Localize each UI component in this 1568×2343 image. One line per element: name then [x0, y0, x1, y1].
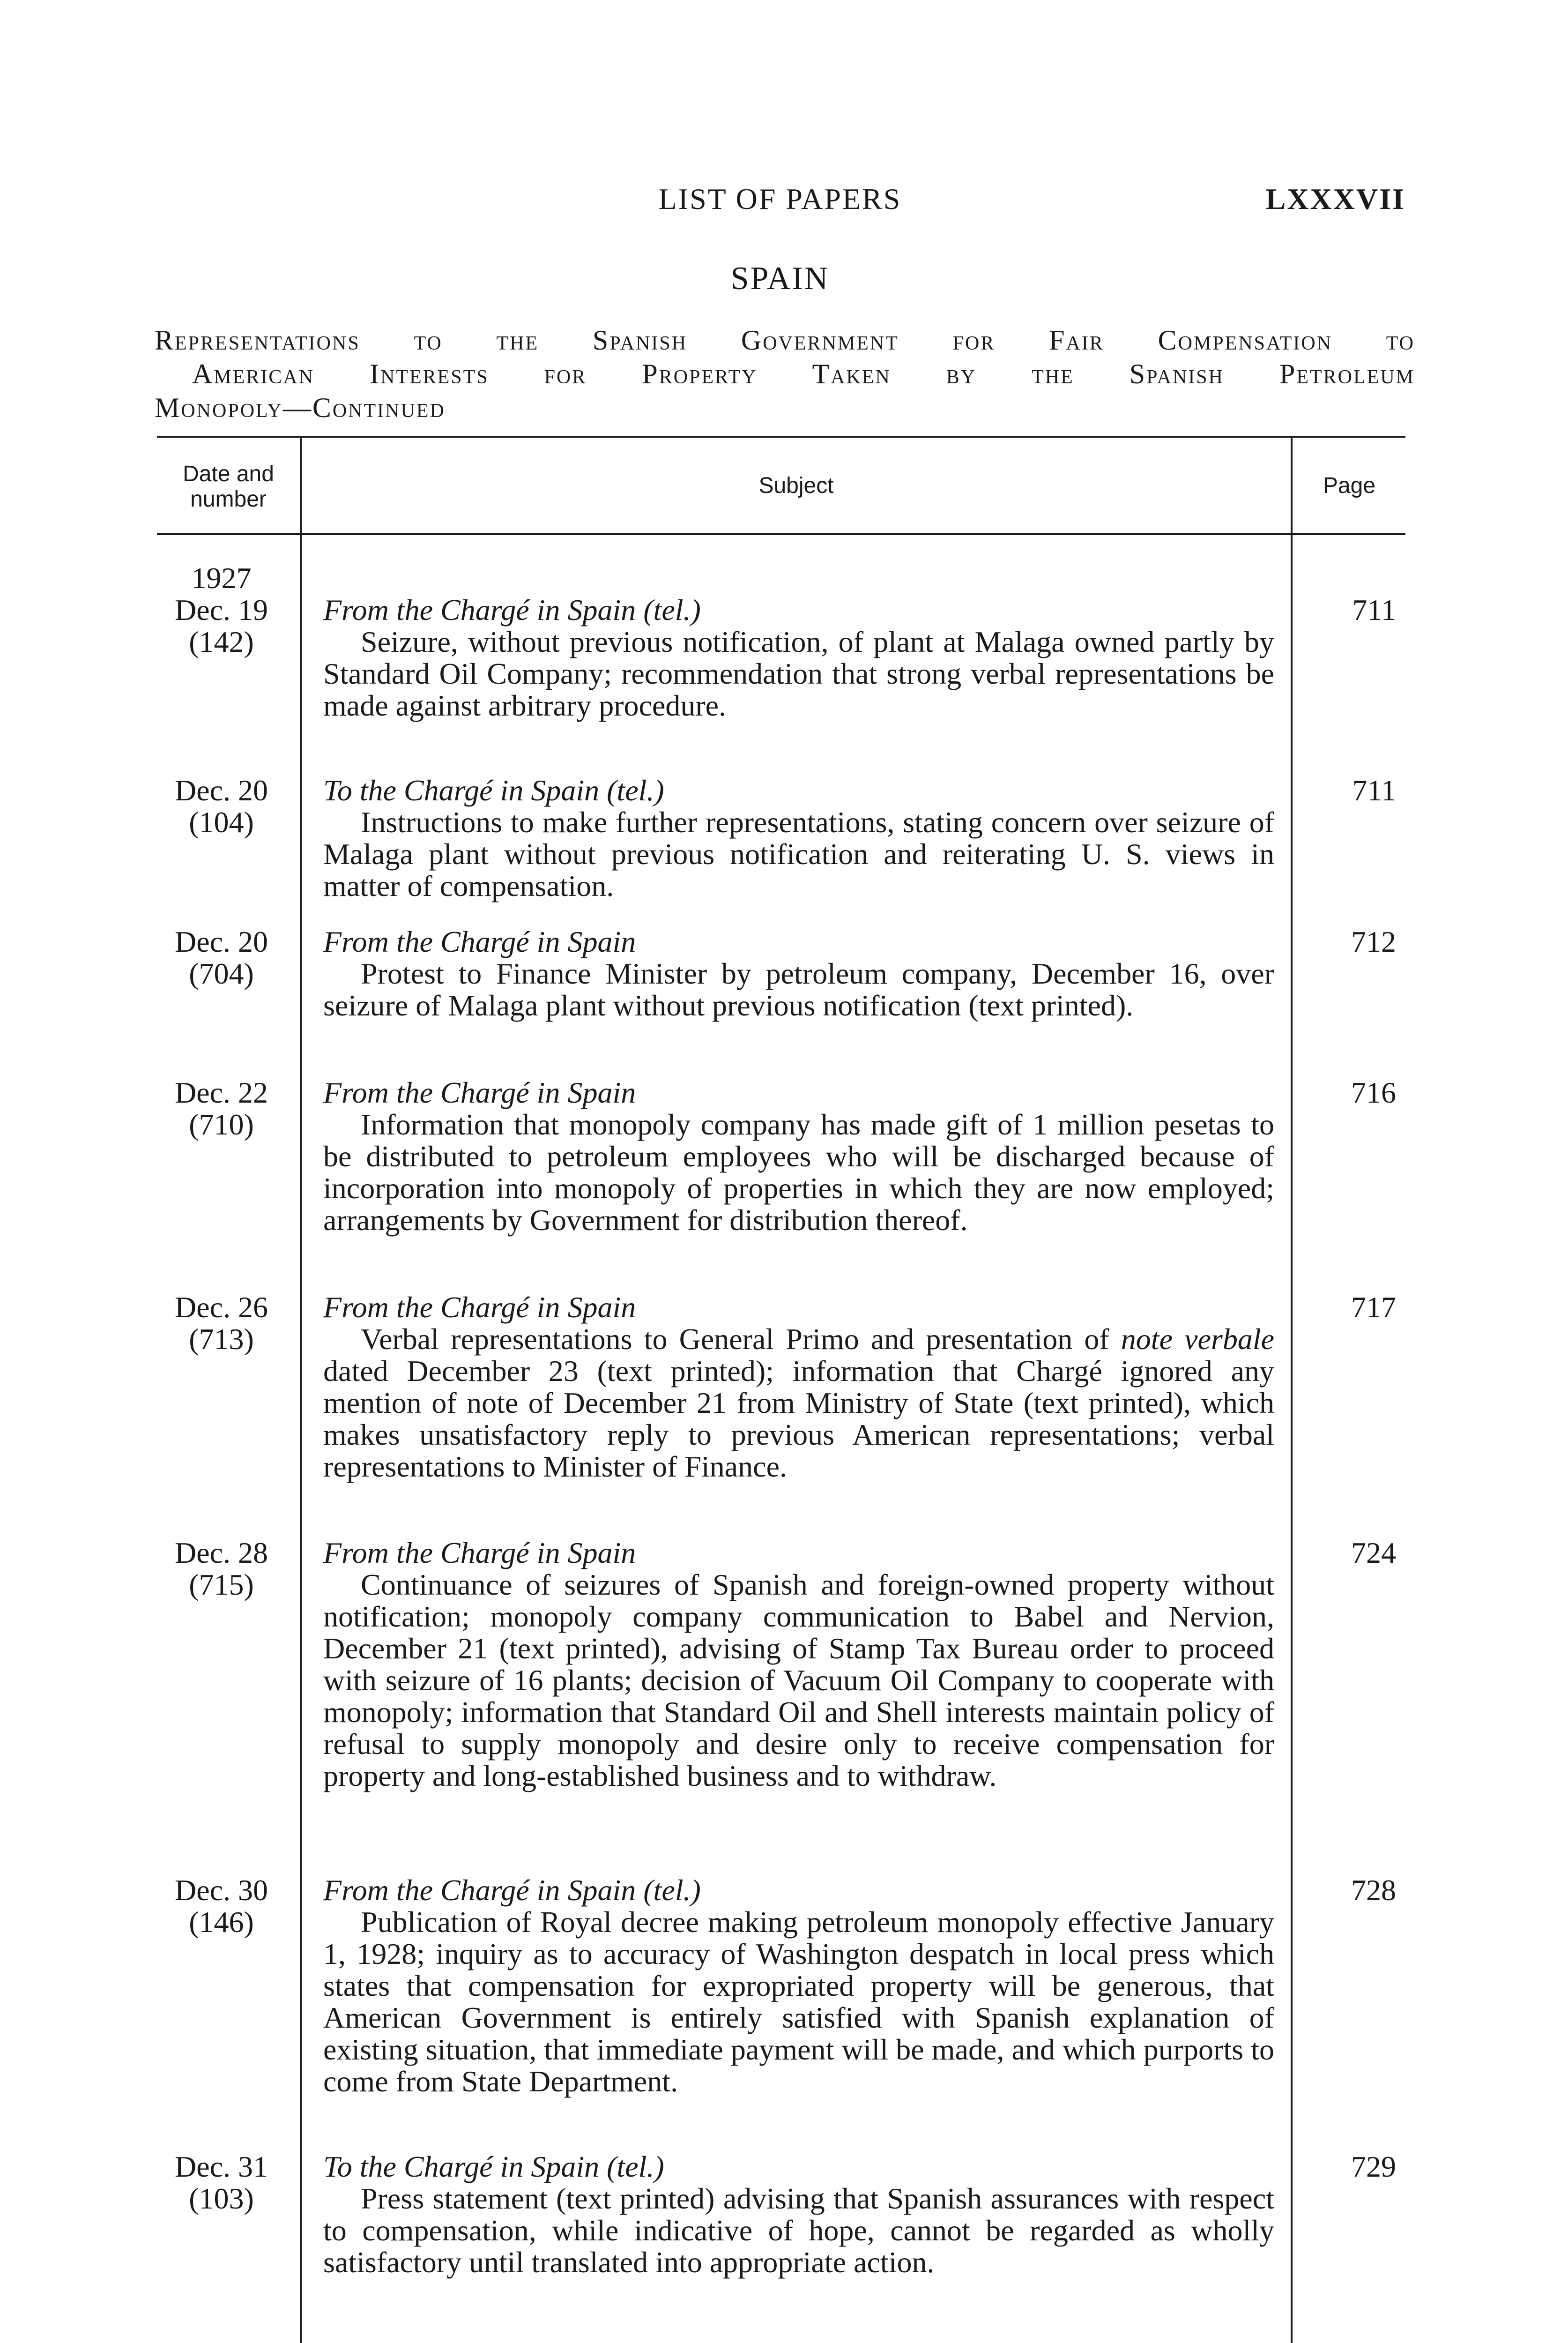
entry-from: From the Chargé in Spain (tel.) — [323, 593, 701, 627]
column-header-page: Page — [1323, 473, 1376, 498]
entry-from: From the Chargé in Spain (tel.) — [323, 1873, 701, 1907]
entry-date-text: Dec. 20 — [174, 925, 268, 958]
entry-date — [155, 1537, 288, 1601]
table-header-rule — [157, 533, 1405, 535]
entry-date-text: Dec. 28 — [174, 1536, 268, 1569]
section-title: SPAIN — [730, 261, 830, 297]
entry-number: (142) — [189, 625, 254, 658]
entry-summary: Continuance of seizures of Spanish and foreign-owned property without notification; monopoly company communication to Babel and Nervion, December 21 (text printed), advising of Stamp Tax Bureau order to proceed with seizure of 16 plants; decision of Vacuum Oil Company to cooperate with monopoly; information that Standard Oil and Shell interests maintain policy of refusal to supply monopoly and desire only to receive compensation for property and long-established business and to withdraw. — [323, 1568, 1274, 1792]
column-header-date-line2: number — [190, 487, 267, 512]
entry-page: 724 — [1351, 1536, 1396, 1569]
column-header-subject: Subject — [758, 473, 834, 498]
subtitle-line-2: American Interests for Property Taken by the Spanish Petroleum — [192, 358, 1415, 389]
entry-subject — [323, 775, 1274, 902]
entry-page: 711 — [1352, 774, 1396, 807]
entry-subject — [323, 1537, 1274, 1792]
entry-date — [155, 775, 288, 838]
subtitle-line-1: Representations to the Spanish Government for Fair Compensation to — [155, 325, 1415, 356]
entry-summary: Publication of Royal decree making petroleum monopoly effective January 1, 1928; inquiry as to accuracy of Washington despatch in local press which states that compensation for expropriated property will be generous, that American Government is entirely satisfied with Spanish explanation of existing situation, that immediate payment will be made, and which purports to come from State Department. — [323, 1905, 1274, 2098]
entry-date-text: Dec. 22 — [174, 1076, 268, 1109]
entry-number: (146) — [189, 1905, 254, 1939]
entry-number: (715) — [189, 1568, 254, 1601]
entry-subject — [323, 926, 1274, 1022]
entry-date-text: Dec. 31 — [174, 2150, 268, 2183]
entry-page: 716 — [1351, 1076, 1396, 1109]
entry-date-text: Dec. 26 — [174, 1291, 268, 1324]
entry-from: From the Chargé in Spain — [323, 1291, 636, 1324]
entry-subject — [323, 594, 1274, 722]
entry-page: 711 — [1352, 593, 1396, 627]
entry-number: (704) — [189, 957, 254, 990]
running-head — [155, 182, 1405, 224]
entry-from: From the Chargé in Spain — [323, 1076, 636, 1109]
entry-summary-italic: note verbale — [1121, 1322, 1275, 1356]
entry-date — [155, 594, 288, 658]
entry-subject — [323, 1291, 1274, 1483]
entry-from: From the Chargé in Spain — [323, 1536, 636, 1569]
entry-summary: Information that monopoly company has made gift of 1 million pesetas to be distributed to petroleum employees who will be discharged because of incorporation into monopoly of properties in which they are now employed; arrangements by Government for distribution thereof. — [323, 1108, 1274, 1237]
entry-date — [155, 926, 288, 990]
column-header-date — [157, 462, 300, 512]
entry-date — [155, 1874, 288, 1938]
entry-summary-part: Verbal representations to General Primo and presentation of — [361, 1322, 1121, 1356]
running-title: LIST OF PAPERS — [658, 182, 902, 216]
entry-summary: Seizure, without previous notification, of plant at Malaga owned partly by Standard Oil Company; recommendation that strong verbal representations be made against arbitrary procedure. — [323, 625, 1274, 722]
entry-summary: Instructions to make further representations, stating concern over seizure of Malaga plant without previous notification and reiterating U. S. views in matter of compensation. — [323, 806, 1274, 903]
section-subtitle — [155, 323, 1415, 425]
entry-date — [155, 2151, 288, 2215]
subtitle-line-3: Monopoly—Continued — [155, 392, 446, 423]
entry-number: (713) — [189, 1322, 254, 1356]
table-top-rule — [157, 436, 1405, 438]
entry-date-text: Dec. 20 — [174, 774, 268, 807]
entry-summary — [323, 1323, 1274, 1483]
entry-subject — [323, 1077, 1274, 1236]
entry-page: 729 — [1351, 2150, 1396, 2183]
entry-date-text: Dec. 30 — [174, 1873, 268, 1907]
entry-date-text: Dec. 19 — [174, 593, 268, 627]
entry-number: (104) — [189, 806, 254, 839]
entry-from: To the Chargé in Spain (tel.) — [323, 2150, 664, 2183]
entry-page: 712 — [1351, 925, 1396, 958]
entry-page: 728 — [1351, 1873, 1396, 1907]
column-header-date-line1: Date and — [183, 462, 274, 486]
column-divider-left — [300, 436, 302, 2343]
entry-from: To the Chargé in Spain (tel.) — [323, 774, 664, 807]
entry-summary: Protest to Finance Minister by petroleum company, December 16, over seizure of Malaga plant without previous notification (text printed). — [323, 957, 1274, 1022]
entry-from: From the Chargé in Spain — [323, 925, 636, 958]
entry-subject — [323, 2151, 1274, 2278]
entry-page: 717 — [1351, 1291, 1396, 1324]
entry-number: (103) — [189, 2182, 254, 2215]
entry-summary-part: dated December 23 (text printed); information that Chargé ignored any mention of note of December 21 from Ministry of State (text printed), which makes unsatisfactory reply to previous American representations; verbal representations to Minister of Finance. — [323, 1354, 1274, 1483]
entry-number: (710) — [189, 1108, 254, 1141]
column-divider-right — [1291, 436, 1293, 2343]
entry-subject — [323, 1874, 1274, 2097]
entry-date — [155, 1077, 288, 1141]
page-folio: LXXXVII — [1265, 182, 1405, 216]
year-label: 1927 — [191, 561, 252, 595]
entry-summary: Press statement (text printed) advising that Spanish assurances with respect to compensation, while indicative of hope, cannot be regarded as wholly satisfactory until translated into appropriate action. — [323, 2182, 1274, 2279]
entry-date — [155, 1291, 288, 1355]
